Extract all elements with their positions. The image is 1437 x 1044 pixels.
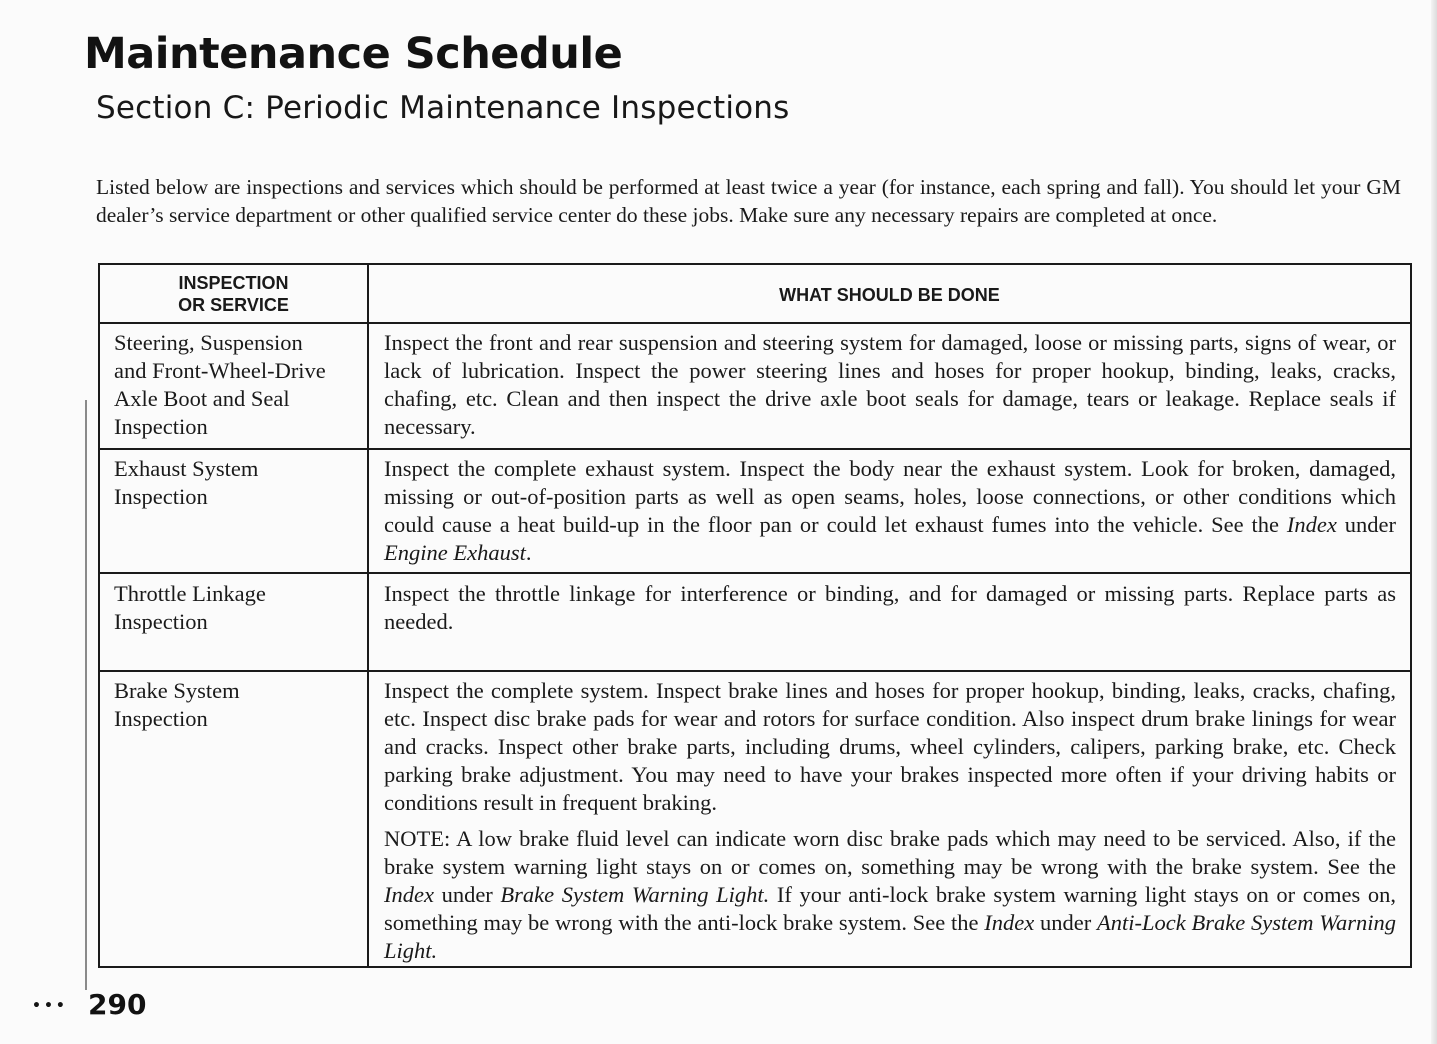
row-exhaust-description bbox=[384, 455, 1396, 567]
row-brake-item: Brake System Inspection bbox=[114, 678, 240, 731]
brake-note-index-ref: Index bbox=[384, 882, 434, 907]
page-marker-dots: ••• bbox=[32, 998, 68, 1014]
maintenance-table bbox=[98, 263, 1412, 968]
exhaust-text-a: Inspect the complete exhaust system. Inspect the body near the exhaust system. Look for broken, damaged, missing or out-of-position parts as well as open seams, holes, loose connections, or other conditions which could cause a heat build-up in the floor pan or could let exhaust fumes into the vehicle. See the bbox=[384, 456, 1396, 537]
brake-note-d: under bbox=[1034, 910, 1098, 935]
intro-paragraph: Listed below are inspections and services which should be performed at least twice a year (for instance, each spring and fall). You should let your GM dealer’s service department or other qualified service center do these jobs. Make sure any necessary repairs are completed at once. bbox=[96, 175, 1401, 227]
row-throttle-description bbox=[384, 580, 1396, 636]
row-steering-description bbox=[384, 329, 1396, 441]
row-exhaust-item: Exhaust System Inspection bbox=[114, 456, 259, 509]
row-steering-item: Steering, Suspension and Front-Wheel-Drive Axle Boot and Seal Inspection bbox=[114, 330, 326, 439]
row-divider bbox=[100, 448, 1410, 450]
row-divider bbox=[100, 572, 1410, 574]
brake-warning-light-ref: Brake System Warning Light. bbox=[500, 882, 770, 907]
exhaust-topic-ref: Engine Exhaust bbox=[384, 540, 526, 565]
throttle-text: Inspect the throttle linkage for interference or binding, and for damaged or missing parts. Replace parts as needed. bbox=[384, 581, 1396, 634]
brake-note-a: NOTE: A low brake fluid level can indicate worn disc brake pads which may need to be serviced. Also, if the brake system warning light stays on or comes on, something may be wrong with the brake system. See the bbox=[384, 826, 1396, 879]
exhaust-text-b: under bbox=[1336, 512, 1396, 537]
row-throttle-item: Throttle Linkage Inspection bbox=[114, 581, 266, 634]
header-inspection-or-service: INSPECTION OR SERVICE bbox=[178, 273, 289, 315]
page-title: Maintenance Schedule bbox=[84, 29, 623, 79]
row-divider bbox=[100, 670, 1410, 672]
section-subtitle: Section C: Periodic Maintenance Inspections bbox=[96, 90, 790, 126]
exhaust-text-c: . bbox=[525, 540, 532, 565]
brake-text: Inspect the complete system. Inspect brake lines and hoses for proper hookup, binding, leaks, cracks, chafing, etc. Inspect disc brake pads for wear and rotors for surface condition. Also inspect drum brake linings for wear and cracks. Inspect other brake parts, including drums, wheel cylinders, calipers, parking brake, etc. Check parking brake adjustment. You may need to have your brakes inspected more often if your driving habits or conditions result in frequent braking. bbox=[384, 678, 1396, 815]
header-divider bbox=[100, 322, 1410, 324]
brake-note-c: If your anti-lock brake system warning light stays on or comes on, something may be wrong with the anti-lock brake system. See the bbox=[384, 882, 1396, 935]
brake-note-index-ref-2: Index bbox=[984, 910, 1035, 935]
header-what-should-be-done: WHAT SHOULD BE DONE bbox=[779, 285, 1000, 305]
brake-note-b: under bbox=[433, 882, 501, 907]
steering-text: Inspect the front and rear suspension and steering system for damaged, loose or missing parts, signs of wear, or lack of lubrication. Inspect the power steering lines and hoses for proper hookup, binding, leaks, cracks, chafing, etc. Clean and then inspect the drive axle boot seals for damage, tears or leakage. Replace seals if necessary. bbox=[384, 330, 1396, 439]
exhaust-text bbox=[384, 455, 1396, 567]
margin-change-bar bbox=[85, 400, 87, 990]
page-number: 290 bbox=[88, 988, 147, 1021]
abs-warning-light-ref: Anti-Lock Brake System Warning Light. bbox=[384, 910, 1396, 963]
brake-note bbox=[384, 825, 1396, 965]
exhaust-index-ref: Index bbox=[1286, 512, 1337, 537]
page-edge-shadow bbox=[1431, 0, 1437, 1044]
column-divider bbox=[367, 265, 369, 966]
row-brake-description bbox=[384, 677, 1396, 965]
